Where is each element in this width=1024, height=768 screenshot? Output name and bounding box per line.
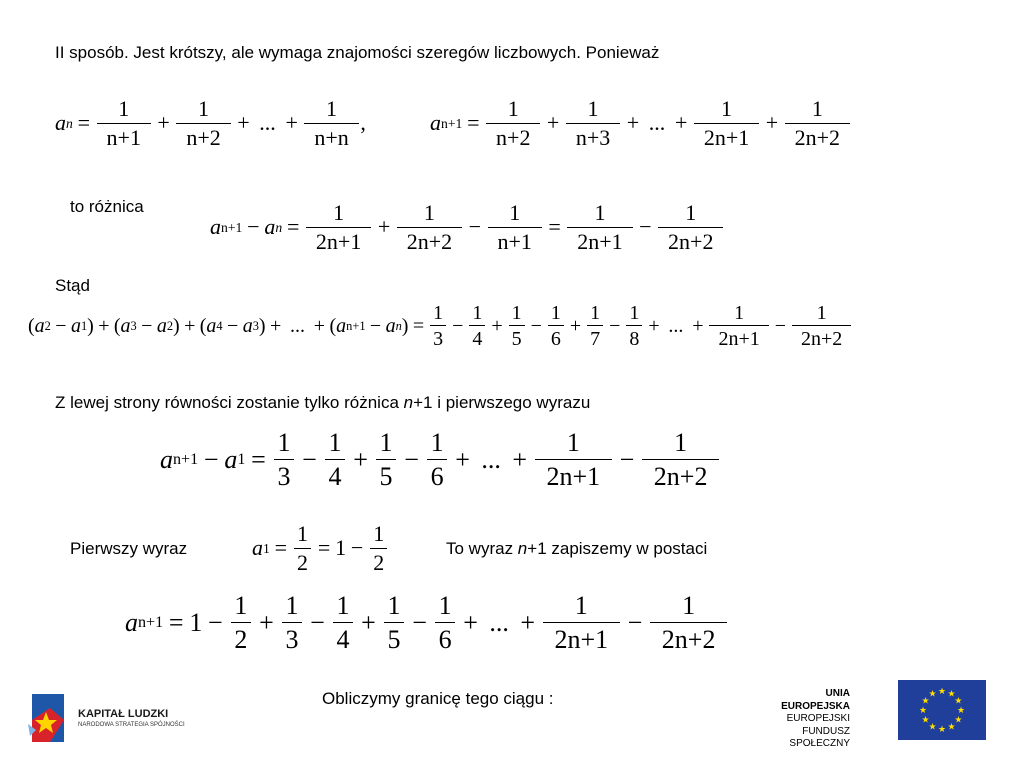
difference-label: to różnica xyxy=(70,197,144,216)
equation-an: a n = $\frac{1}{n+1}$ + $\frac{1}{n+2}$ + ... + $\frac{1}{n+n}$ , xyxy=(55,96,366,150)
intro-text: II sposób. Jest krótszy, ale wymaga znajomości szeregów liczbowych. Ponieważ xyxy=(55,43,660,62)
first-term-label: Pierwszy wyraz xyxy=(70,539,188,558)
compute-limit-text: Obliczymy granicę tego ciągu : xyxy=(322,689,554,708)
kapital-ludzki-subtitle: NARODOWA STRATEGIA SPÓJNOŚCI xyxy=(78,722,185,728)
kapital-ludzki-icon xyxy=(26,690,70,746)
kapital-ludzki-title: KAPITAŁ LUDZKI xyxy=(78,708,169,720)
eu-star: ★ xyxy=(928,721,937,732)
eu-star: ★ xyxy=(918,705,928,715)
left-side-text: Z lewej strony równości zostanie tylko różnica n+1 i pierwszego wyrazu xyxy=(55,393,591,412)
eu-logo xyxy=(768,678,988,749)
equation-telescoping: ( a 2 − a 1 ) + ( a 3 − a 2 ) + ( a 4 − a 3 ) + ... + ( a n+1 − a n ) = $\frac{1}{3}$ − $\frac{1}{4}$ + $\frac{1}{5}$ − $\frac{1}{6}$ + $\frac{1}{7}$ − $\frac{1}{8}$ + ... + $\frac{1}{2n+1}$ − $\frac{1}{2n+2}$ xyxy=(28,303,853,349)
eu-line-2: EUROPEJSKI xyxy=(786,713,850,724)
eu-star: ★ xyxy=(947,688,956,699)
eu-star: ★ xyxy=(954,695,963,706)
eu-star: ★ xyxy=(937,686,947,696)
eu-line-3: FUNDUSZ SPOŁECZNY xyxy=(789,725,850,749)
eu-star: ★ xyxy=(954,714,963,725)
eu-star: ★ xyxy=(937,724,947,734)
eu-flag-icon xyxy=(898,680,986,740)
eu-stars xyxy=(898,680,986,740)
equation-an1: a n+1 = $\frac{1}{n+2}$ + $\frac{1}{n+3}$ + ... + $\frac{1}{2n+1}$ + $\frac{1}{2n+2}$ xyxy=(430,98,852,149)
eu-star: ★ xyxy=(928,688,937,699)
term-n1-label: To wyraz n+1 zapiszemy w postaci xyxy=(446,539,708,558)
eu-star: ★ xyxy=(921,714,930,725)
equation-an1-final: a n+1 = 1 − $\frac{1}{2}$ + $\frac{1}{3}$ − $\frac{1}{4}$ + $\frac{1}{5}$ − $\frac{1}{6}$ + ... + $\frac{1}{2n+1}$ − $\frac{1}{2n+2}$ xyxy=(125,593,729,653)
equation-difference: a n+1 − a n = $\frac{1}{2n+1}$ + $\frac{1}{2n+2}$ − $\frac{1}{n+1}$ = $\frac{1}{2n+1}$ − $\frac{1}{2n+2}$ xyxy=(210,202,725,253)
eu-text xyxy=(768,688,850,751)
eu-star: ★ xyxy=(956,705,966,715)
eu-star: ★ xyxy=(947,721,956,732)
kapital-ludzki-logo xyxy=(26,688,206,748)
equation-a1: a 1 = $\frac{1}{2}$ = 1 − $\frac{1}{2}$ xyxy=(252,523,389,574)
eu-line-1: UNIA EUROPEJSKA xyxy=(781,688,850,712)
equation-an1-minus-a1: a n+1 − a 1 = $\frac{1}{3}$ − $\frac{1}{4}$ + $\frac{1}{5}$ − $\frac{1}{6}$ + ... + $\frac{1}{2n+1}$ − $\frac{1}{2n+2}$ xyxy=(160,430,721,490)
hence-label: Stąd xyxy=(55,276,90,295)
eu-star: ★ xyxy=(921,695,930,706)
